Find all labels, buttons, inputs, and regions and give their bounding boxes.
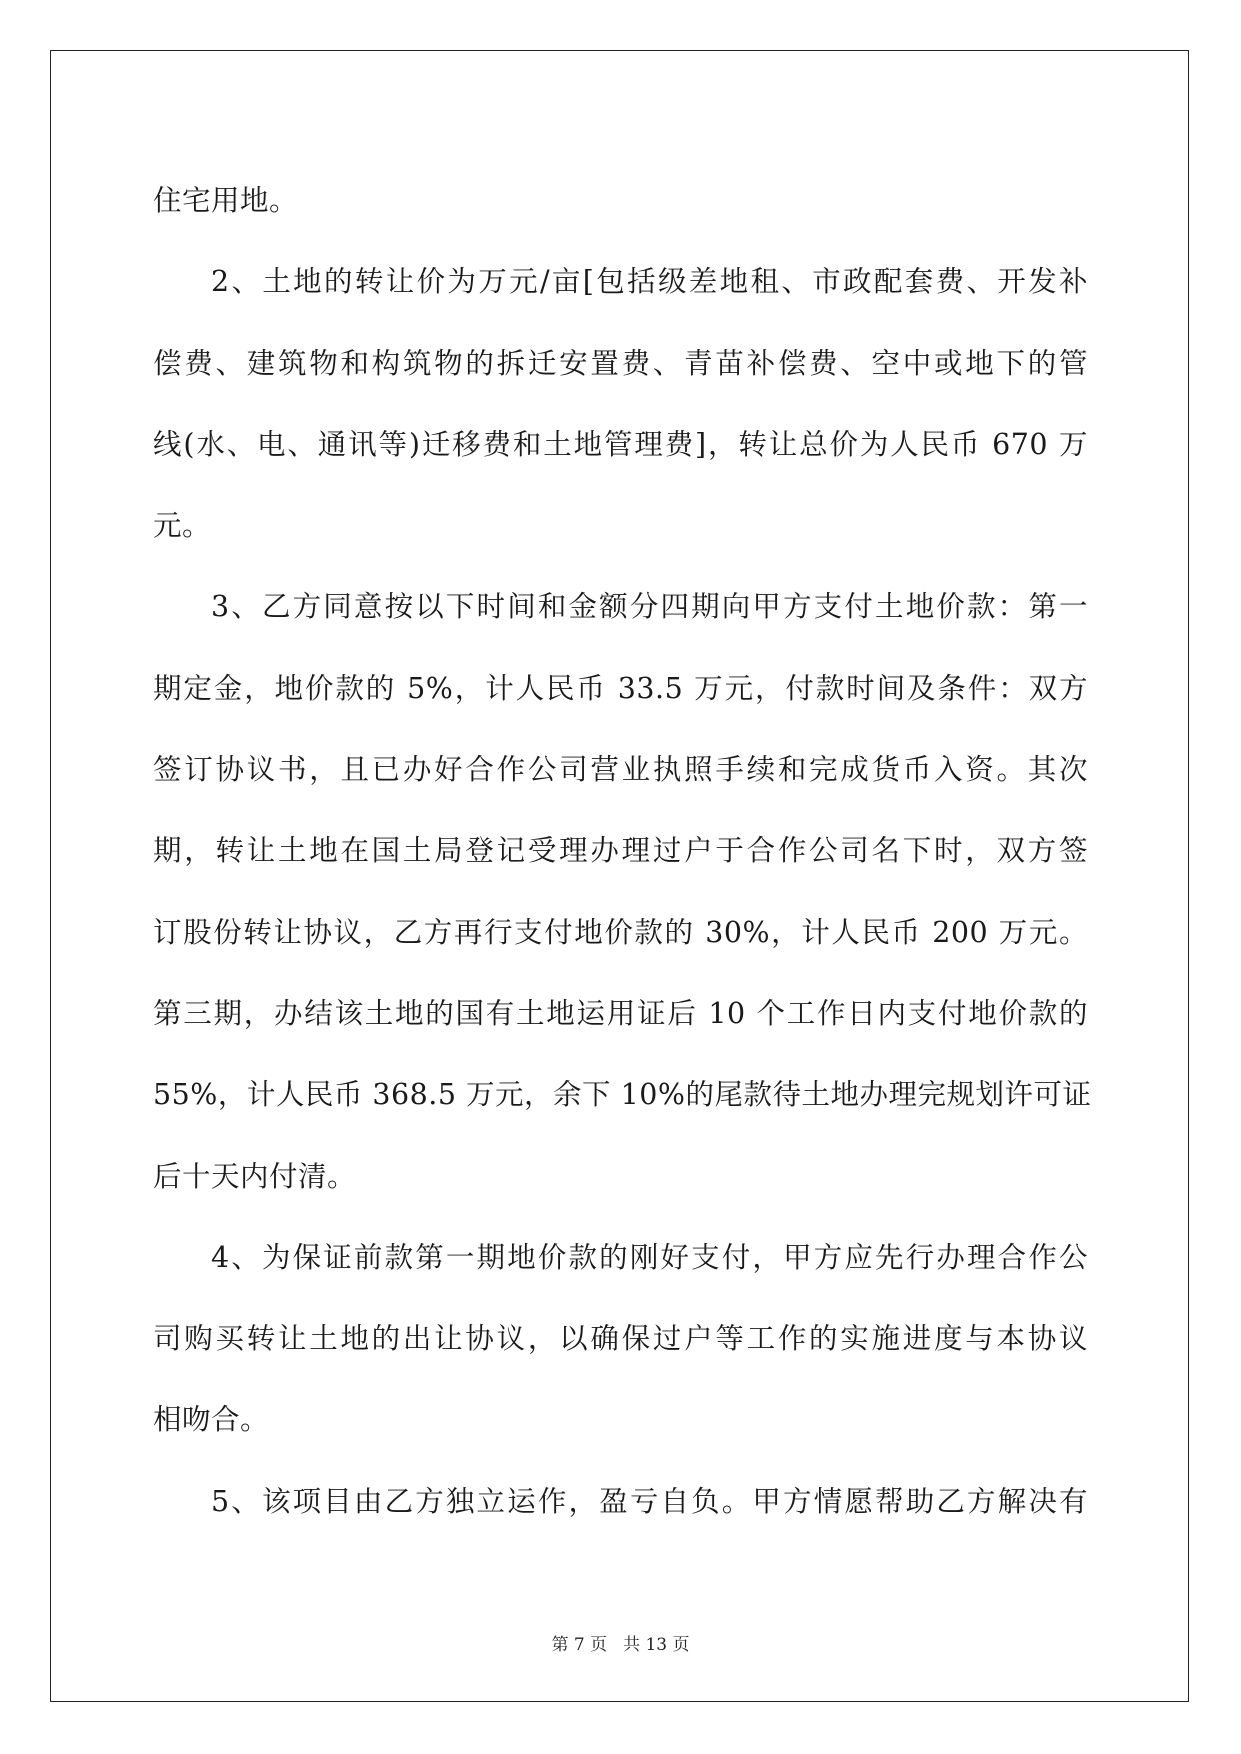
text-line: 签订协议书，且已办好合作公司营业执照手续和完成货币入资。其次 bbox=[153, 753, 1088, 787]
text-line: 55%，计人民币 368.5 万元，余下 10%的尾款待土地办理完规划许可证 bbox=[153, 1078, 1092, 1112]
text-line: 4、为保证前款第一期地价款的刚好支付，甲方应先行办理合作公 bbox=[211, 1240, 1088, 1274]
text-line: 订股份转让协议，乙方再行支付地价款的 30%，计人民币 200 万元。 bbox=[153, 915, 1088, 949]
document-body bbox=[153, 160, 1092, 1542]
page-footer bbox=[0, 1630, 1241, 1655]
text-line: 期定金，地价款的 5%，计人民币 33.5 万元，付款时间及条件：双方 bbox=[153, 671, 1088, 705]
text-line: 偿费、建筑物和构筑物的拆迁安置费、青苗补偿费、空中或地下的管 bbox=[153, 346, 1088, 380]
page-number: 第 7 页 bbox=[551, 1635, 608, 1655]
text-line: 3、乙方同意按以下时间和金额分四期向甲方支付土地价款：第一 bbox=[211, 590, 1088, 624]
text-line: 线(水、电、通讯等)迁移费和土地管理费]，转让总价为人民币 670 万 bbox=[153, 427, 1088, 461]
page-total: 共 13 页 bbox=[623, 1635, 690, 1655]
text-line: 期，转让土地在国土局登记受理办理过户于合作公司名下时，双方签 bbox=[153, 834, 1088, 868]
text-line: 后十天内付清。 bbox=[153, 1159, 357, 1193]
text-line: 司购买转让土地的出让协议，以确保过户等工作的实施进度与本协议 bbox=[153, 1322, 1088, 1356]
text-line: 住宅用地。 bbox=[153, 184, 299, 217]
text-line: 相吻合。 bbox=[153, 1403, 270, 1437]
text-line: 2、土地的转让价为万元/亩[包括级差地租、市政配套费、开发补 bbox=[211, 265, 1088, 299]
text-line: 5、该项目由乙方独立运作，盈亏自负。甲方情愿帮助乙方解决有 bbox=[211, 1484, 1088, 1518]
text-line: 第三期，办结该土地的国有土地运用证后 10 个工作日内支付地价款的 bbox=[153, 996, 1088, 1030]
text-line: 元。 bbox=[153, 509, 212, 543]
